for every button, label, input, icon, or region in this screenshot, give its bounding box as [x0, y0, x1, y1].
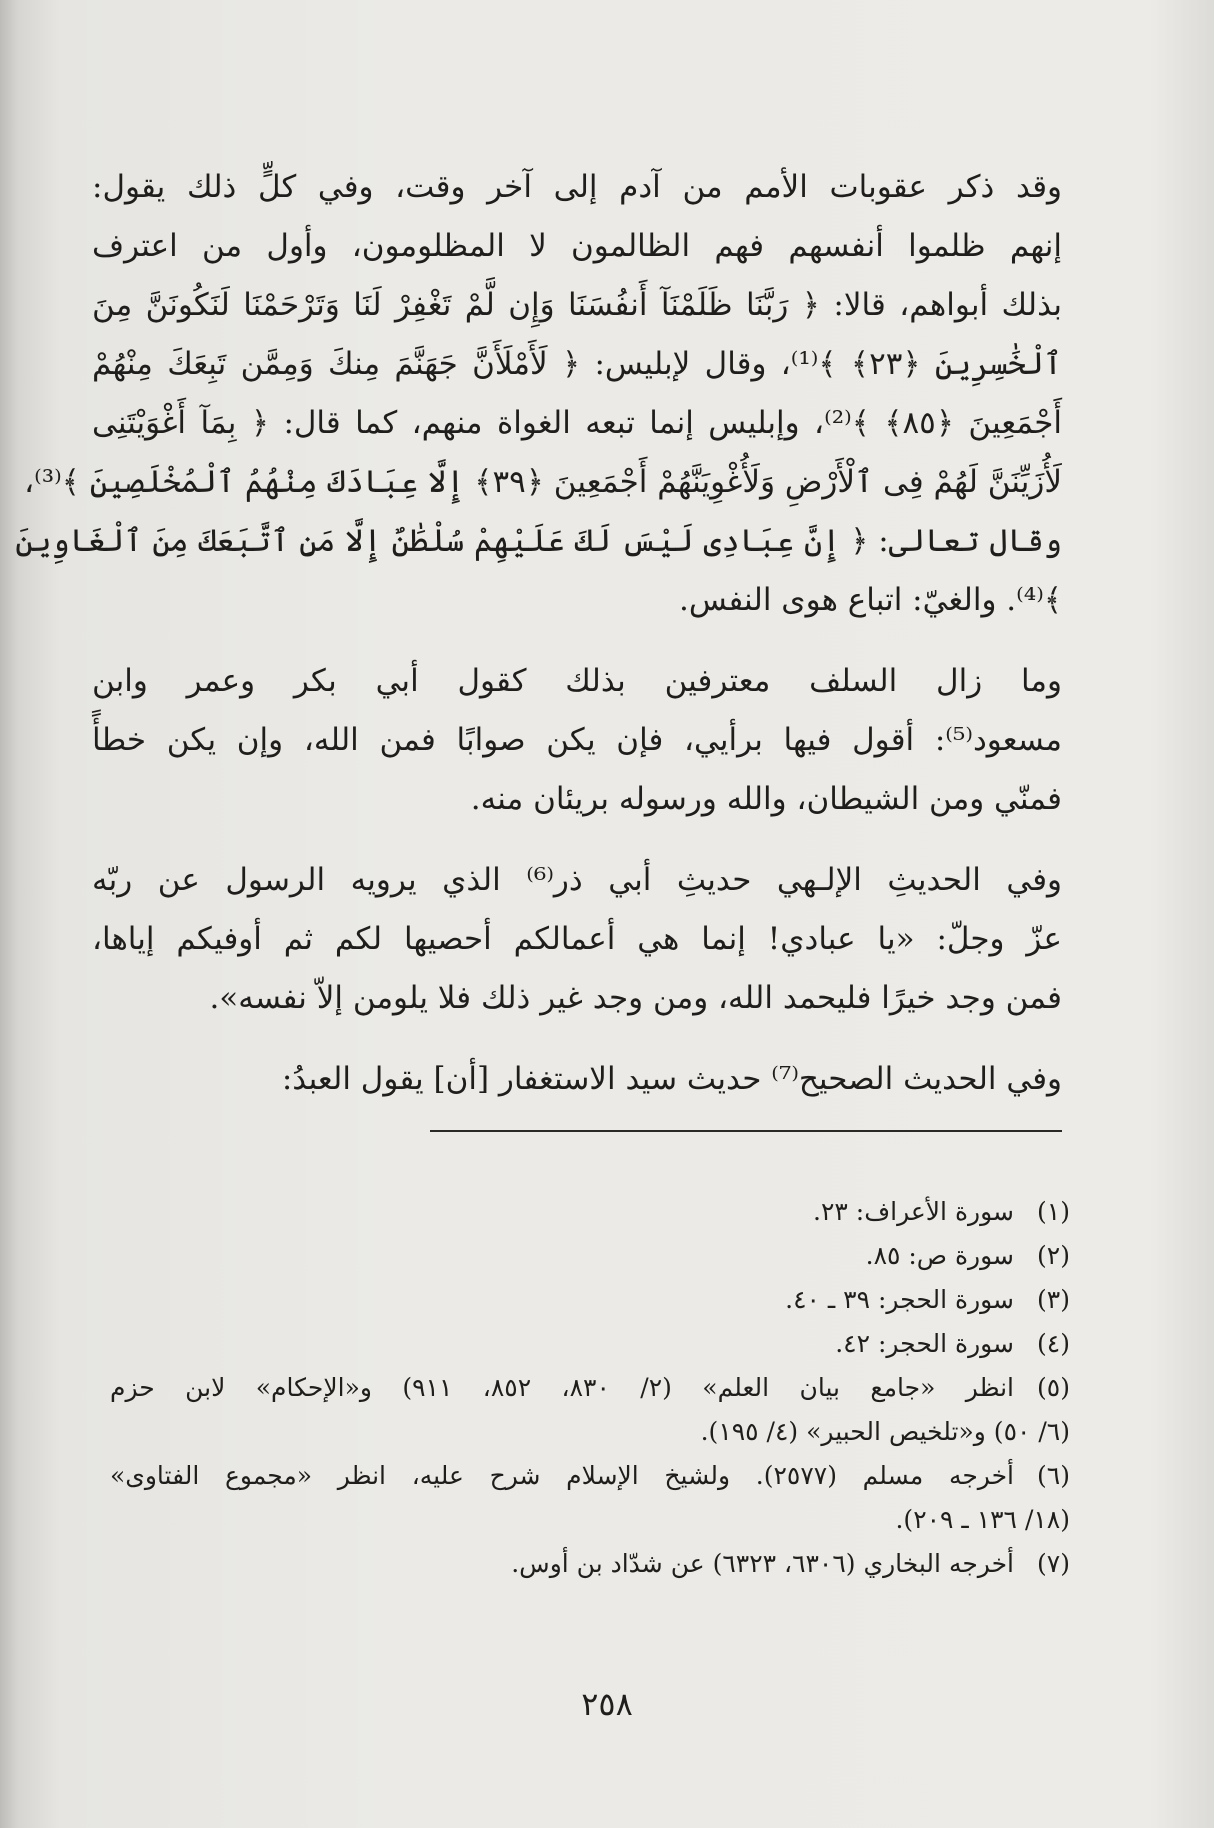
text-line: ٱلْخَٰسِرِينَ ﴿٢٣﴾ ﴾⁽¹⁾، وقال لإبليس: ﴿ لَأَمْلَأَنَّ جَهَنَّمَ مِنكَ وَمِمَّن تَبِعَكَ مِنْهُمْ [92, 346, 1063, 382]
footnote-separator [430, 1130, 1062, 1132]
footnote-number: (٣) [1037, 1285, 1070, 1314]
text-line: فمن وجد خيرًا فليحمد الله، ومن وجد غير ذلك فلا يلومن إلاّ نفسه». [209, 980, 1062, 1016]
paragraph [15, 158, 1063, 630]
text-line: وقد ذكر عقوبات الأمم من آدم إلى آخر وقت، وفي كلٍّ ذلك يقول: [92, 169, 1062, 205]
footnote-line: انظر «جامع بيان العلم» (٢/ ٨٣٠، ٨٥٢، ٩١١) و«الإحكام» لابن حزم [110, 1373, 1014, 1402]
paragraph [92, 1050, 1062, 1109]
footnotes [110, 1190, 1070, 1586]
text-line: لَأُزَيِّنَنَّ لَهُمْ فِى ٱلْأَرْضِ وَلَأُغْوِيَنَّهُمْ أَجْمَعِينَ ﴿٣٩﴾ إِلَّا عِبَادَكَ مِنْهُمُ ٱلْمُخْلَصِينَ ﴾⁽³⁾، [24, 464, 1062, 500]
text-line: وفي الحديث الصحيح⁽⁷⁾ حديث سيد الاستغفار [أن] يقول العبدُ: [281, 1061, 1062, 1097]
text-line: مسعود⁽⁵⁾: أقول فيها برأيي، فإن يكن صوابًا فمن الله، وإن يكن خطأً [92, 722, 1062, 758]
footnote-number: (٧) [1037, 1549, 1070, 1578]
main-text [15, 158, 1063, 1131]
page-number: ٢٥٨ [581, 1685, 633, 1723]
text-line: بذلك أبواهم، قالا: ﴿ رَبَّنَا ظَلَمْنَآ أَنفُسَنَا وَإِن لَّمْ تَغْفِرْ لَنَا وَتَرْحَمْنَا لَنَكُونَنَّ مِنَ [92, 287, 1062, 323]
footnote [110, 1190, 1070, 1234]
footnote-line: سورة ص: ٨٥. [865, 1241, 1014, 1270]
footnote-line: (٦/ ٥٠) و«تلخيص الحبير» (٤/ ١٩٥). [700, 1417, 1070, 1446]
footnote-line: أخرجه البخاري (٦٣٠٦، ٦٣٢٣) عن شدّاد بن أوس. [511, 1549, 1014, 1578]
footnote [110, 1454, 1070, 1542]
footnote-number: (٢) [1037, 1241, 1070, 1270]
footnote [110, 1234, 1070, 1278]
footnote-number: (٤) [1037, 1329, 1070, 1358]
footnote-line: سورة الحجر: ٣٩ ـ ٤٠. [785, 1285, 1014, 1314]
paragraph [92, 851, 1062, 1028]
footnote [110, 1366, 1070, 1454]
text-line: وفي الحديثِ الإلـهي حديثِ أبي ذر⁽⁶⁾ الذي يرويه الرسول عن ربّه [92, 862, 1062, 898]
footnote-line: أخرجه مسلم (٢٥٧٧). ولشيخ الإسلام شرح عليه، انظر «مجموع الفتاوى» [110, 1461, 1014, 1490]
text-line: وما زال السلف معترفين بذلك كقول أبي بكر وعمر وابن [92, 663, 1062, 699]
text-line: أَجْمَعِينَ ﴿٨٥﴾ ﴾⁽²⁾، وإبليس إنما تبعه الغواة منهم، كما قال: ﴿ بِمَآ أَغْوَيْتَنِى [92, 405, 1063, 441]
footnote-line: (١٨/ ١٣٦ ـ ٢٠٩). [895, 1505, 1070, 1534]
text-line: فمنّي ومن الشيطان، والله ورسوله بريئان منه. [470, 781, 1062, 817]
text-line: عزّ وجلّ: «يا عبادي! إنما هي أعمالكم أحصيها لكم ثم أوفيكم إياها، [92, 921, 1062, 957]
footnote-number: (١) [1037, 1197, 1070, 1226]
footnote-line: سورة الأعراف: ٢٣. [813, 1197, 1014, 1226]
paragraph [92, 652, 1062, 829]
footnote [110, 1322, 1070, 1366]
footnote-line: سورة الحجر: ٤٢. [835, 1329, 1014, 1358]
footnote [110, 1542, 1070, 1586]
footnote [110, 1278, 1070, 1322]
text-line: إنهم ظلموا أنفسهم فهم الظالمون لا المظلومون، وأول من اعترف [92, 228, 1062, 264]
text-line: وقال تعالى: ﴿ إِنَّ عِبَادِى لَيْسَ لَكَ عَلَيْهِمْ سُلْطَٰنٌ إِلَّا مَنِ ٱتَّبَعَكَ مِنَ ٱلْغَاوِينَ [15, 523, 1062, 559]
footnote-number: (٦) [1037, 1461, 1070, 1490]
text-line: ﴾⁽⁴⁾. والغيّ: اتباع هوى النفس. [678, 582, 1062, 618]
footnote-number: (٥) [1037, 1373, 1070, 1402]
